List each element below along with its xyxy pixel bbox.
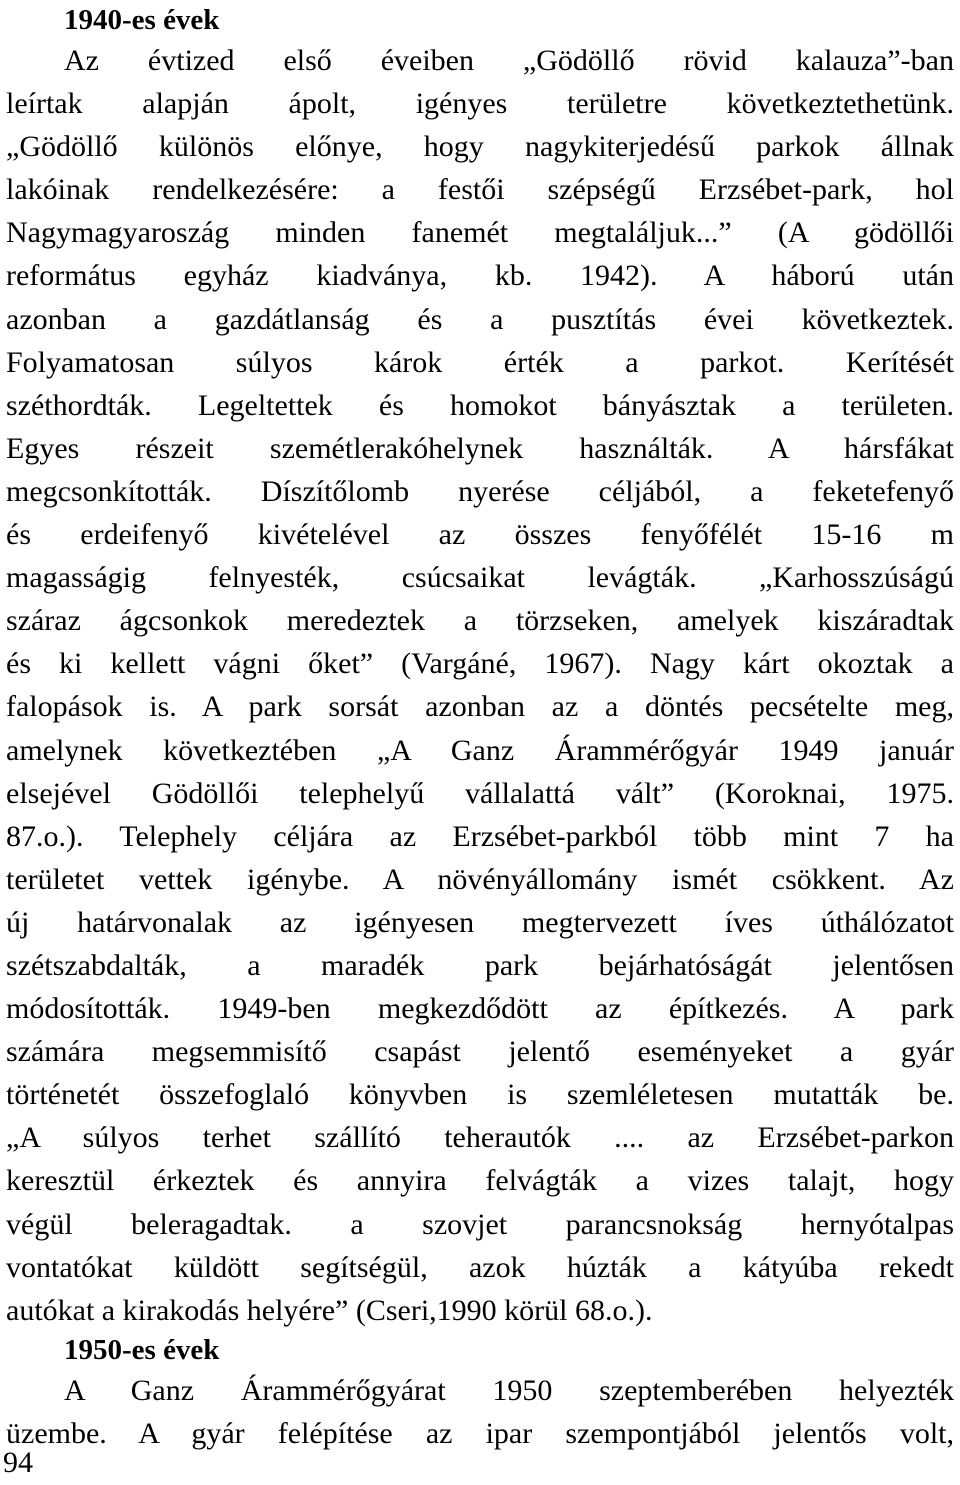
text-line: széthordták. Legeltettek és homokot bányásztak a területen. (6, 388, 954, 422)
text-line: A Ganz Árammérőgyárat 1950 szeptemberében helyezték (64, 1373, 954, 1407)
text-line: számára megsemmisítő csapást jelentő eseményeket a gyár (6, 1035, 954, 1069)
text-line: azonban a gazdátlanság és a pusztítás évei következtek. (6, 302, 954, 336)
text-line: megcsonkították. Díszítőlomb nyerése céljából, a feketefenyő (6, 474, 954, 508)
text-line: lakóinak rendelkezésére: a festői szépségű Erzsébet-park, hol (6, 173, 954, 207)
text-line: „Gödöllő különös előnye, hogy nagykiterjedésű parkok állnak (6, 130, 954, 164)
text-line: magasságig felnyesték, csúcsaikat levágták. „Karhosszúságú (6, 561, 954, 595)
text-line: módosították. 1949-ben megkezdődött az építkezés. A park (6, 992, 954, 1026)
paragraph-1950s (6, 1369, 954, 1455)
text-line: és erdeifenyő kivételével az összes fenyőfélét 15-16 m (6, 518, 954, 552)
text-line: száraz ágcsonkok meredeztek a törzseken, amelyek kiszáradtak (6, 604, 954, 638)
text-line: új határvonalak az igényesen megtervezett íves úthálózatot (6, 905, 954, 939)
text-line: keresztül érkeztek és annyira felvágták a vizes talajt, hogy (6, 1164, 954, 1198)
text-line: Nagymagyaroszág minden fanemét megtaláljuk...” (A gödöllői (6, 216, 954, 250)
text-line: Az évtized első éveiben „Gödöllő rövid kalauza”-ban (64, 44, 954, 77)
paragraph-1940s (6, 39, 954, 1332)
document-body (6, 0, 954, 1455)
text-line: végül beleragadtak. a szovjet parancsnokság hernyótalpas (6, 1207, 954, 1241)
text-line: „A súlyos terhet szállító teherautók .... az Erzsébet-parkon (6, 1121, 954, 1155)
text-line: területet vettek igénybe. A növényállomány ismét csökkent. Az (6, 862, 954, 896)
text-line: amelynek következtében „A Ganz Árammérőgyár 1949 január (6, 733, 954, 767)
text-line: 87.o.). Telephely céljára az Erzsébet-parkból több mint 7 ha (6, 819, 954, 853)
text-line: Folyamatosan súlyos károk érték a parkot. Kerítését (6, 345, 954, 379)
text-line: szétszabdalták, a maradék park bejárhatóságát jelentősen (6, 948, 954, 982)
text-line: vontatókat küldött segítségül, azok húzták a kátyúba rekedt (6, 1250, 954, 1284)
text-line: történetét összefoglaló könyvben is szemléletesen mutatták be. (6, 1078, 954, 1112)
text-line: üzembe. A gyár felépítése az ipar szempontjából jelentős volt, (6, 1416, 954, 1450)
text-line: és ki kellett vágni őket” (Vargáné, 1967). Nagy kárt okoztak a (6, 647, 954, 681)
text-line: elsejével Gödöllői telephelyű vállalattá vált” (Koroknai, 1975. (6, 776, 954, 810)
text-line: Egyes részeit szemétlerakóhelynek használták. A hársfákat (6, 431, 954, 465)
section-heading-1950s: 1950-es évek (64, 1333, 220, 1366)
section-heading-1940s: 1940-es évek (64, 4, 220, 36)
text-line: falopások is. A park sorsát azonban az a döntés pecsételte meg, (6, 690, 954, 724)
page-number: 94 (3, 1446, 33, 1479)
text-line: leírtak alapján ápolt, igényes területre következtethetünk. (6, 87, 954, 121)
text-line: autókat a kirakodás helyére” (Cseri,1990 körül 68.o.). (6, 1293, 653, 1327)
text-line: református egyház kiadványa, kb. 1942). A háború után (6, 259, 954, 293)
